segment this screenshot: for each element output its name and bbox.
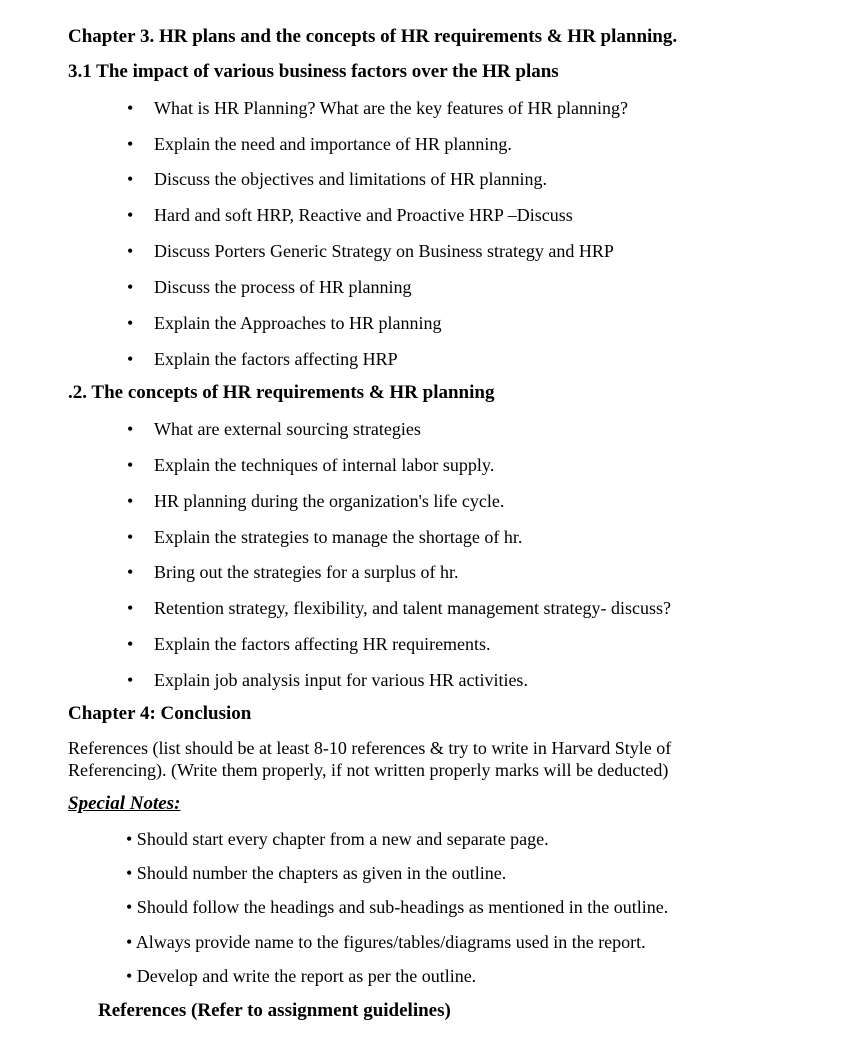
special-notes-title: Special Notes:	[68, 793, 181, 814]
bullet-icon: •	[127, 277, 134, 297]
bullet-icon: •	[127, 205, 134, 225]
list-item: Explain job analysis input for various HR activities.	[154, 670, 528, 690]
references-text-line2: Referencing). (Write them properly, if not written properly marks will be deducted)	[68, 760, 669, 780]
bullet-icon: •	[127, 598, 134, 618]
list-item: What are external sourcing strategies	[154, 419, 421, 439]
bullet-icon: •	[127, 562, 134, 582]
bullet-icon: •	[127, 98, 134, 118]
bullet-icon: •	[127, 241, 134, 261]
note-item: • Always provide name to the figures/tables/diagrams used in the report.	[126, 932, 646, 952]
list-item: Discuss the objectives and limitations of HR planning.	[154, 169, 547, 189]
bullet-icon: •	[127, 313, 134, 333]
note-item: • Should follow the headings and sub-headings as mentioned in the outline.	[126, 897, 669, 917]
list-item: Explain the factors affecting HR requirements.	[154, 634, 491, 654]
list-item: Explain the Approaches to HR planning	[154, 313, 442, 333]
list-item: Explain the factors affecting HRP	[154, 349, 398, 369]
bullet-icon: •	[127, 491, 134, 511]
bullet-icon: •	[127, 527, 134, 547]
note-item: • Develop and write the report as per the outline.	[126, 966, 477, 986]
note-item: • Should start every chapter from a new and separate page.	[126, 829, 549, 849]
bullet-icon: •	[127, 419, 134, 439]
list-item: Hard and soft HRP, Reactive and Proactive HRP –Discuss	[154, 205, 573, 225]
note-item: • Should number the chapters as given in the outline.	[126, 863, 507, 883]
list-item: HR planning during the organization's life cycle.	[154, 491, 505, 511]
bullet-icon: •	[127, 634, 134, 654]
bullet-icon: •	[127, 670, 134, 690]
chapter4-title: Chapter 4: Conclusion	[68, 703, 252, 724]
bullet-icon: •	[127, 455, 134, 475]
section-2-title: .2. The concepts of HR requirements & HR planning	[68, 382, 495, 403]
section-3-1-title: 3.1 The impact of various business factors over the HR plans	[68, 61, 559, 82]
list-item: Explain the strategies to manage the shortage of hr.	[154, 527, 523, 547]
final-references-heading: References (Refer to assignment guidelines)	[98, 1000, 451, 1021]
list-item: Retention strategy, flexibility, and talent management strategy- discuss?	[154, 598, 672, 618]
list-item: What is HR Planning? What are the key features of HR planning?	[154, 98, 629, 118]
list-item: Discuss Porters Generic Strategy on Business strategy and HRP	[154, 241, 614, 261]
bullet-icon: •	[127, 134, 134, 154]
list-item: Discuss the process of HR planning	[154, 277, 412, 297]
list-item: Bring out the strategies for a surplus of hr.	[154, 562, 459, 582]
bullet-icon: •	[127, 349, 134, 369]
references-text-line1: References (list should be at least 8-10 references & try to write in Harvard Style of	[68, 738, 672, 758]
list-item: Explain the need and importance of HR planning.	[154, 134, 512, 154]
list-item: Explain the techniques of internal labor supply.	[154, 455, 495, 475]
bullet-icon: •	[127, 169, 134, 189]
chapter3-title: Chapter 3. HR plans and the concepts of HR requirements & HR planning.	[68, 26, 678, 47]
